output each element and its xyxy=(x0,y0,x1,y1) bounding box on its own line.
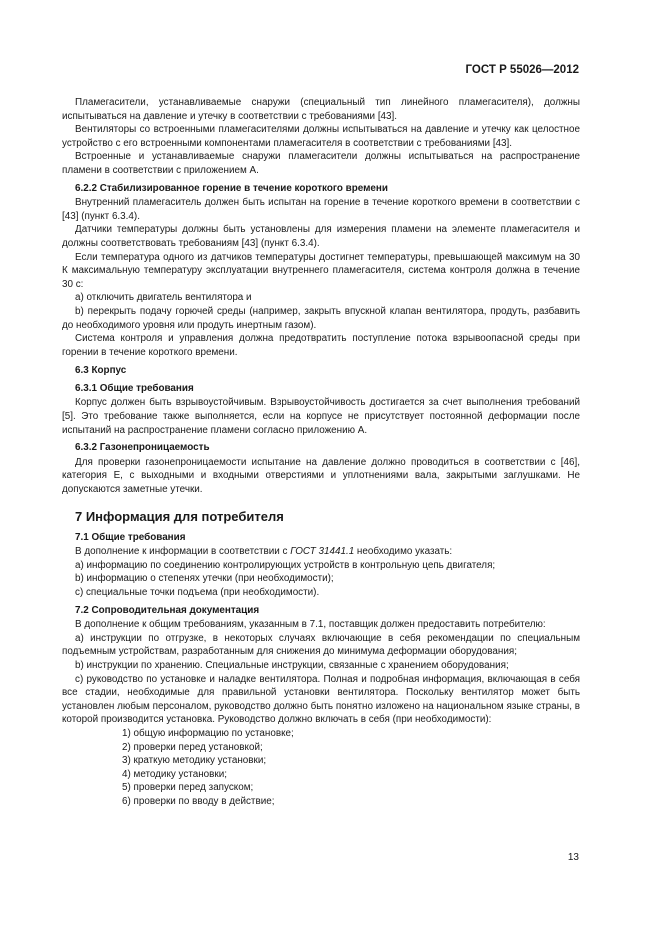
paragraph: Корпус должен быть взрывоустойчивым. Взрывоустойчивость достигается за счет выполнения требований [5]. Это требование также выполняется, если на корпусе не присутствует постоянной деформации после испытаний на распространение пламени согласно приложению А. xyxy=(62,397,580,436)
sublist-item: 1) общую информацию по установке; xyxy=(122,727,294,739)
list-item: a) информацию по соединению контролирующих устройств в контрольную цепь двигателя; xyxy=(75,559,496,571)
paragraph: Встроенные и устанавливаемые снаружи пламегасители должны испытываться на распространение пламени в соответствии с приложением А. xyxy=(62,151,580,176)
section-heading-7-2: 7.2 Сопроводительная документация xyxy=(75,604,260,616)
paragraph: Датчики температуры должны быть установлены для измерения пламени на элементе пламегасителя и должны соответствовать требованиям [43] (пункт 6.3.4). xyxy=(62,224,580,249)
paragraph: В дополнение к общим требованиям, указанным в 7.1, поставщик должен предоставить потребителю: xyxy=(75,619,546,631)
list-item: b) перекрыть подачу горючей среды (например, закрыть впускной клапан вентилятора, продуть, разбавить до необходимого уровня или продуть инертным газом). xyxy=(62,305,580,331)
paragraph: Внутренний пламегаситель должен быть испытан на горение в течение короткого времени в соответствии с [43] (пункт 6.3.4). xyxy=(62,197,580,222)
section-heading-6-2-2: 6.2.2 Стабилизированное горение в течение короткого времени xyxy=(75,182,388,194)
paragraph: Для проверки газонепроницаемости испытание на давление должно проводиться в соответствии с [46], категория Е, с выходными и входными отверстиями и уплотнениями вала, закрытыми заглушками. Не допускаются заметные утечки. xyxy=(62,456,580,496)
sublist-item: 6) проверки по вводу в действие; xyxy=(122,795,275,807)
section-heading-6-3-1: 6.3.1 Общие требования xyxy=(75,382,194,394)
section-heading-6-3: 6.3 Корпус xyxy=(75,365,127,377)
page-number: 13 xyxy=(567,852,579,863)
document-header: ГОСТ Р 55026—2012 xyxy=(465,64,579,76)
section-heading-7-1: 7.1 Общие требования xyxy=(75,531,186,543)
list-item: b) инструкции по хранению. Специальные инструкции, связанные с хранением оборудования; xyxy=(75,659,509,671)
sublist-item: 4) методику установки; xyxy=(122,768,227,780)
text-run: В дополнение к информации в соответствии с xyxy=(75,546,291,558)
sublist-item: 5) проверки перед запуском; xyxy=(122,782,254,794)
page-body xyxy=(62,96,580,809)
text-run: необходимо указать: xyxy=(354,546,453,558)
paragraph: Вентиляторы со встроенными пламегасителями должны испытываться на давление и утечку как целостное устройство с его встроенными компонентами пламегасителя в соответствии с требованиями [43]. xyxy=(62,124,580,149)
list-item: a) инструкции по отгрузке, в некоторых случаях включающие в себя рекомендации по специальным подъемным устройствам, разработанным для снижения до минимума деформации оборудования; xyxy=(62,632,580,658)
section-heading-6-3-2: 6.3.2 Газонепроницаемость xyxy=(75,442,210,454)
sublist-item: 2) проверки перед установкой; xyxy=(122,741,263,753)
paragraph: Система контроля и управления должна предотвратить поступление потока взрывоопасной среды при горении в течение короткого времени. xyxy=(62,333,580,358)
paragraph: Если температура одного из датчиков температуры достигнет температуры, превышающей максимум на 30 К максимальную температуру эксплуатации внутреннего пламегасителя, система контроля должна в течение 30 с: xyxy=(62,251,580,290)
paragraph: Пламегасители, устанавливаемые снаружи (специальный тип линейного пламегасителя), должны испытываться на давление и утечку в соответствии с требованиями [43]. xyxy=(62,97,580,122)
paragraph xyxy=(62,545,580,559)
section-heading-7: 7 Информация для потребителя xyxy=(75,508,284,524)
list-item: a) отключить двигатель вентилятора и xyxy=(75,292,252,304)
standard-reference: ГОСТ 31441.1 xyxy=(290,546,355,558)
list-item: c) специальные точки подъема (при необходимости). xyxy=(75,587,320,598)
list-item: b) информацию о степенях утечки (при необходимости); xyxy=(75,573,334,585)
list-item: c) руководство по установке и наладке вентилятора. Полная и подробная информация, включающая в себя все стадии, необходимые для правильной установки вентилятора. Поскольку вентилятор может быть установлен любым персоналом, руководство должно быть понятно изложено на национальном языке страны, в которой производится установка. Руководство должно включать в себя (при необходимости): xyxy=(62,673,580,726)
sublist-item: 3) краткую методику установки; xyxy=(122,755,267,767)
